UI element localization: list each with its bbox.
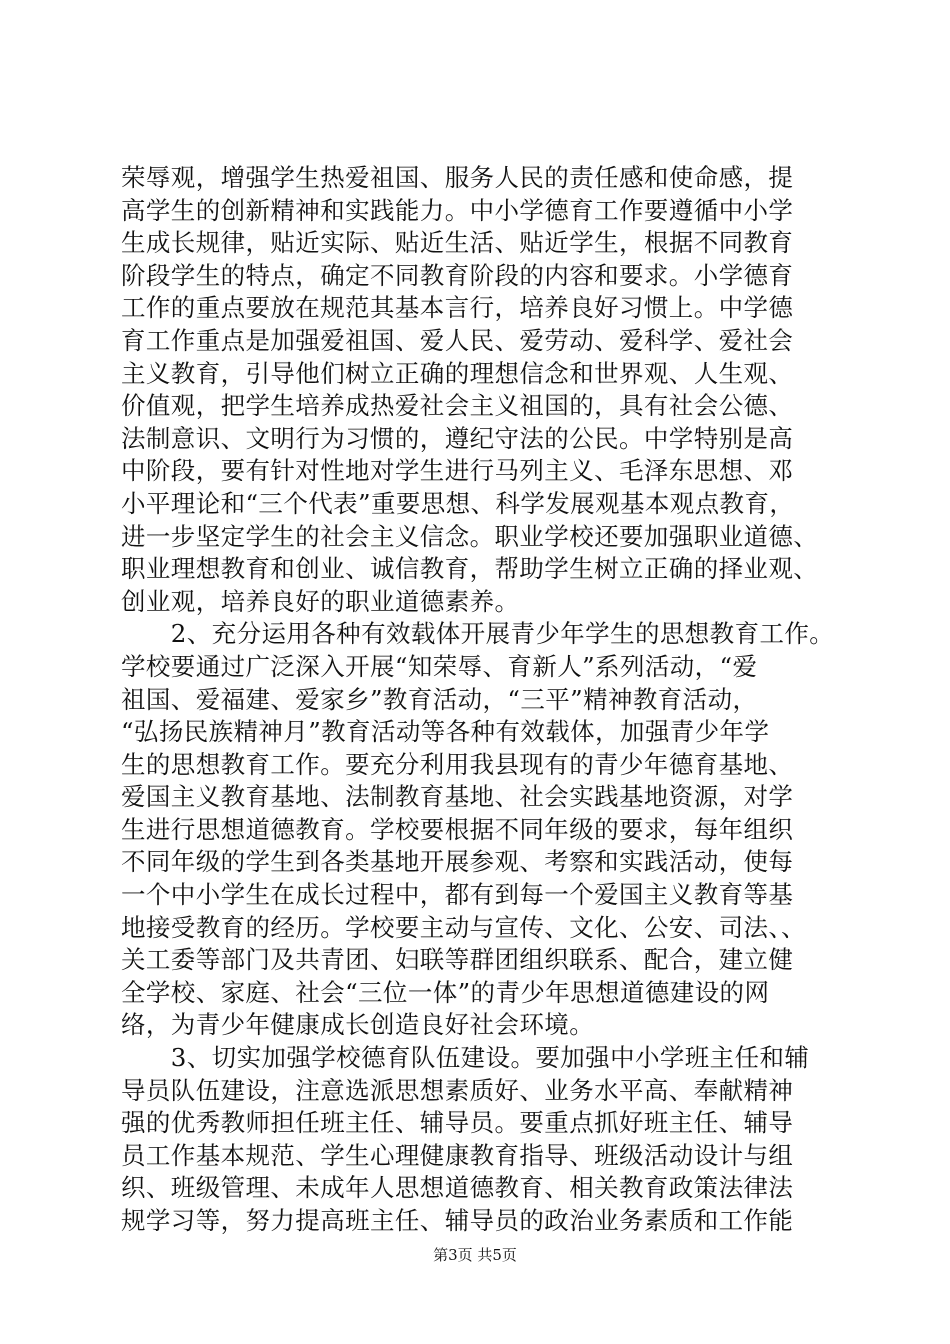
text-line: 法制意识、文明行为习惯的，遵纪守法的公民。中学特别是高 <box>121 423 794 453</box>
text-line: 生进行思想道德教育。学校要根据不同年级的要求，每年组织 <box>121 814 794 844</box>
text-line: 进一步坚定学生的社会主义信念。职业学校还要加强职业道德、 <box>121 521 819 551</box>
text-line: 织、班级管理、未成年人思想道德教育、相关教育政策法律法 <box>121 1173 794 1203</box>
text-line: 创业观，培养良好的职业道德素养。 <box>121 586 520 616</box>
text-line: 关工委等部门及共青团、妇联等群团组织联系、配合，建立健 <box>121 945 794 975</box>
text-line: 爱国主义教育基地、法制教育基地、社会实践基地资源，对学 <box>121 782 794 812</box>
text-line: 阶段学生的特点，确定不同教育阶段的内容和要求。小学德育 <box>121 260 794 290</box>
text-line: 导员队伍建设，注意选派思想素质好、业务水平高、奉献精神 <box>121 1075 794 1105</box>
text-line: 育工作重点是加强爱祖国、爱人民、爱劳动、爱科学、爱社会 <box>121 325 794 355</box>
text-line: 中阶段，要有针对性地对学生进行马列主义、毛泽东思想、邓 <box>121 456 794 486</box>
text-line: 络，为青少年健康成长创造良好社会环境。 <box>121 1010 595 1040</box>
text-line: 价值观，把学生培养成热爱社会主义祖国的，具有社会公德、 <box>121 391 794 421</box>
text-line: 高学生的创新精神和实践能力。中小学德育工作要遵循中小学 <box>121 195 794 225</box>
text-line: 学校要通过广泛深入开展“知荣辱、育新人”系列活动，“爱 <box>121 651 758 681</box>
text-line: 主义教育，引导他们树立正确的理想信念和世界观、人生观、 <box>121 358 794 388</box>
page-number-footer: 第3页 共5页 <box>433 1246 517 1264</box>
text-line: 全学校、家庭、社会“三位一体”的青少年思想道德建设的网 <box>121 977 770 1007</box>
body-text <box>121 162 833 1238</box>
text-line: 不同年级的学生到各类基地开展参观、考察和实践活动，使每 <box>121 847 794 877</box>
text-line: 规学习等，努力提高班主任、辅导员的政治业务素质和工作能 <box>121 1206 794 1235</box>
text-line: 工作的重点要放在规范其基本言行，培养良好习惯上。中学德 <box>121 293 794 323</box>
text-line: 2、充分运用各种有效载体开展青少年学生的思想教育工作。 <box>121 619 835 649</box>
text-line: 员工作基本规范、学生心理健康教育指导、班级活动设计与组 <box>121 1140 794 1170</box>
text-line: 职业理想教育和创业、诚信教育，帮助学生树立正确的择业观、 <box>121 554 819 584</box>
text-line: 强的优秀教师担任班主任、辅导员。要重点抓好班主任、辅导 <box>121 1108 794 1138</box>
text-line: 生的思想教育工作。要充分利用我县现有的青少年德育基地、 <box>121 749 794 779</box>
text-line: 地接受教育的经历。学校要主动与宣传、文化、公安、司法、、 <box>121 912 806 942</box>
text-line: “弘扬民族精神月”教育活动等各种有效载体，加强青少年学 <box>121 717 770 747</box>
text-line: 祖国、爱福建、爱家乡”教育活动，“三平”精神教育活动， <box>121 684 758 714</box>
text-line: 荣辱观，增强学生热爱祖国、服务人民的责任感和使命感，提 <box>121 163 794 192</box>
text-line: 小平理论和“三个代表”重要思想、科学发展观基本观点教育， <box>121 488 795 518</box>
text-line: 3、切实加强学校德育队伍建设。要加强中小学班主任和辅 <box>121 1043 810 1073</box>
text-line: 生成长规律，贴近实际、贴近生活、贴近学生，根据不同教育 <box>121 228 794 258</box>
text-line: 一个中小学生在成长过程中，都有到每一个爱国主义教育等基 <box>121 880 794 910</box>
